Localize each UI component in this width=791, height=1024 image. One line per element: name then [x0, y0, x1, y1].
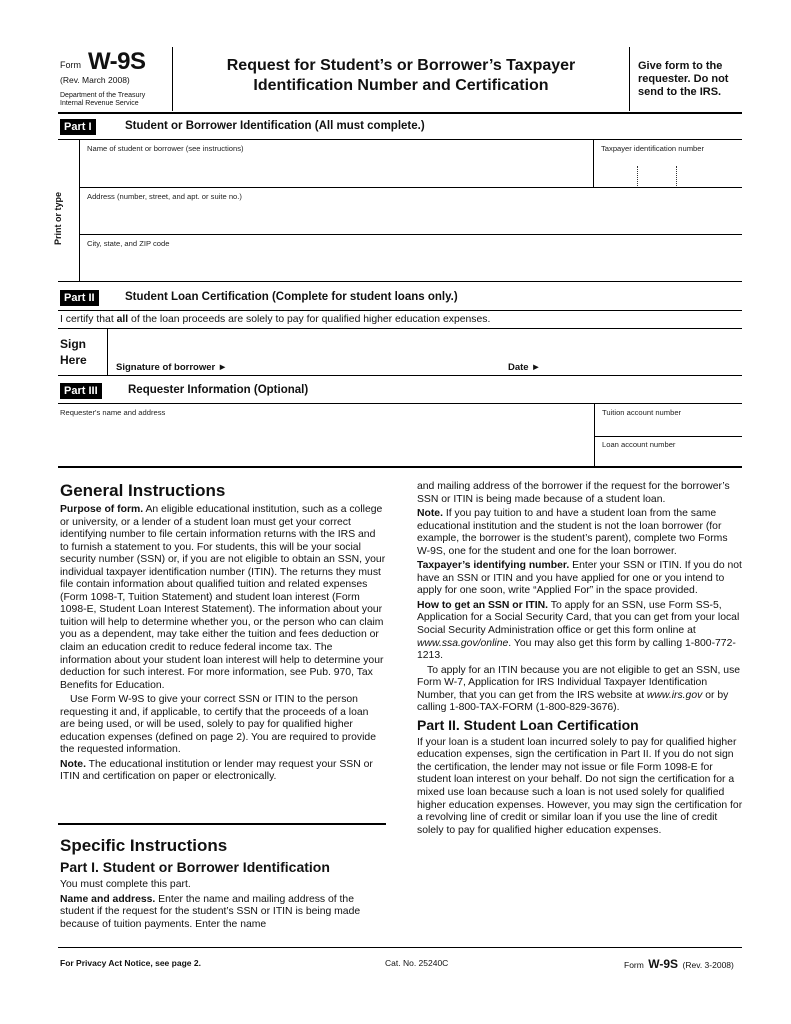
itin-text1: To apply for an ITIN because you are not eligible to get an SSN, use Form W-7, Application for IRS Individual Taxpayer Identification Number, that you can get from the IRS website at: [417, 664, 741, 701]
footer-revision: (Rev. 3-2008): [682, 960, 734, 970]
give-form-note: [638, 60, 728, 99]
part2-instructions-text: If your loan is a student loan incurred solely to pay for qualified higher education expenses, sign the certification in Part II. If you do not sign the certification, the lender may not issue or file Form 1098-E for student loan interest on your behalf. Do not sign the certification for a mixed use loan because such a loan is not used solely for qualified higher education expenses. However, you may sign the certification for a revolving line of credit or similar loan if you use the line of credit solely to pay for qualified higher education expenses.: [417, 736, 743, 836]
ssa-url: www.ssa.gov/online: [417, 637, 509, 649]
requester-field[interactable]: [59, 404, 593, 466]
name-field[interactable]: [80, 140, 592, 187]
note-head: Note.: [60, 758, 86, 770]
part3-rule-bottom: [58, 466, 742, 468]
form-title: [173, 56, 629, 96]
name-address-paragraph: [60, 894, 386, 932]
print-or-type-text: Print or type: [53, 191, 63, 245]
header-rule: [58, 112, 742, 114]
loan-label: Loan account number: [602, 440, 676, 449]
purpose-head: Purpose of form.: [60, 504, 144, 515]
use-paragraph: Use Form W-9S to give your correct SSN or ITIN to the person requesting it and, if applicable, to certify that the proceeds of a loan are being used, or will be used, solely to pay for qualified higher education expenses (defined on page 2). You are required to provide the requested information.: [60, 694, 376, 756]
part2-badge: Part II: [60, 290, 99, 306]
tin-separator-2: [676, 166, 677, 186]
tin-field[interactable]: [594, 155, 742, 187]
tin-paragraph: [417, 560, 743, 598]
sign-here-label: [60, 336, 87, 368]
itin-text2: or by calling 1-800-TAX-FORM (1-800-829-3676).: [417, 689, 729, 714]
right-note-paragraph: [417, 508, 743, 558]
ssn-text2: . You may also get this form by calling 1-800-772-1213.: [417, 637, 736, 662]
name-label: Name of student or borrower (see instructions): [87, 144, 244, 153]
part1-instructions-heading: Part I. Student or Borrower Identification: [60, 859, 330, 875]
part1-rule-bottom: [58, 281, 742, 282]
certify-pre: I certify that: [60, 314, 117, 325]
general-instructions-heading: General Instructions: [60, 481, 226, 500]
right-note-head: Note.: [417, 508, 443, 520]
form-number: W-9S: [88, 48, 146, 75]
tuition-field[interactable]: [595, 419, 742, 435]
city-label: City, state, and ZIP code: [87, 239, 170, 248]
purpose-text: An eligible educational institution, such as a college or university, or a lender of a student loan must get your correct identifying number to file certain information returns with the IRS and to furnish a statement to you. For students, this will be your social security number (SSN) or, if you are not eligible to obtain an SSN, your individual taxpayer identification number (ITIN). The returns they must file contain information about qualified tuition and related expenses (Form 1098-T, Tuition Statement) and student loan interest (Form 1098-E, Student Loan Interest Statement). The information about your tuition will help to determine whether you, or the person who can claim you as a dependent, may take either the tuition and fees deduction or claim an education credit to reduce federal income tax. The information about your student loan interest will help to determine your deduction for such interest. For more information, see Pub. 970, Tax Benefits for Education.: [60, 504, 386, 691]
tuition-rule: [594, 436, 742, 437]
tin-separator-1: [637, 166, 638, 186]
part2-title: Student Loan Certification (Complete for student loans only.): [125, 291, 458, 303]
give-line2: requester. Do not: [638, 73, 729, 85]
loan-field[interactable]: [595, 450, 742, 465]
part1-badge: Part I: [60, 119, 96, 135]
dept-line2: Internal Revenue Service: [60, 100, 139, 107]
give-line3: send to the IRS.: [638, 86, 722, 98]
tin-label: Taxpayer identification number: [601, 144, 704, 153]
date-label: Date ►: [508, 362, 541, 373]
dept-line1: Department of the Treasury: [60, 92, 146, 99]
part2-rule-bottom: [58, 375, 742, 376]
footer-form-word: Form: [624, 960, 644, 970]
note-paragraph: [60, 759, 386, 784]
print-or-type-label: [53, 192, 63, 245]
requester-label: Requester's name and address: [60, 408, 166, 417]
part1-title: Student or Borrower Identification (All must complete.): [125, 120, 425, 132]
certification-text: [60, 314, 490, 325]
city-field[interactable]: [80, 235, 742, 281]
left-column-specific: [60, 836, 386, 933]
tuition-label: Tuition account number: [602, 408, 682, 417]
must-complete-text: You must complete this part.: [60, 879, 191, 890]
name-address-text: Enter the name and mailing address of the student if the request for the student’s SSN or ITIN is being made because of tuition payments. Enter the name: [60, 893, 361, 930]
ssn-text1: To apply for an SSN, use Form SS-5, Application for a Social Security Card, that you can get from your local Social Security Administration office or get this form online at: [417, 599, 740, 637]
form-word: Form: [60, 60, 81, 70]
address-label: Address (number, street, and apt. or suite no.): [87, 192, 242, 201]
footer-form-id: [624, 955, 734, 973]
name-address-head: Name and address.: [60, 893, 156, 905]
title-line2: Identification Number and Certification: [253, 77, 549, 94]
tin-head: Taxpayer’s identifying number.: [417, 560, 570, 572]
right-note-text: If you pay tuition to and have a student loan from the same educational institution and the student is not the loan borrower (for example, the borrower is the student’s parent), complete two Forms W-9S, one for the student and one for the loan borrower.: [417, 508, 728, 557]
part3-title: Requester Information (Optional): [128, 384, 309, 396]
right-column: [417, 481, 743, 839]
certify-bold: all: [116, 314, 129, 325]
certify-rule: [58, 328, 742, 329]
part2-rule-top: [58, 310, 742, 311]
signature-field[interactable]: [108, 330, 498, 374]
revision-date: (Rev. March 2008): [60, 75, 130, 85]
left-section-rule: [58, 823, 386, 825]
date-field[interactable]: [548, 330, 742, 374]
continued-paragraph: and mailing address of the borrower if the request for the borrower’s SSN or ITIN is being made because of a student loan.: [417, 481, 730, 505]
title-line1: Request for Student’s or Borrower’s Taxpayer: [226, 57, 576, 74]
footer-rule: [58, 947, 742, 948]
catalog-number: Cat. No. 25240C: [385, 958, 449, 968]
purpose-paragraph: [60, 504, 386, 692]
irs-url: www.irs.gov: [646, 689, 703, 701]
certify-post: of the loan proceeds are solely to pay for qualified higher education expenses.: [128, 314, 491, 325]
left-column: [60, 481, 386, 786]
part3-badge: Part III: [60, 383, 102, 399]
here-word: Here: [60, 353, 87, 367]
part2-instructions-heading: Part II. Student Loan Certification: [417, 716, 639, 733]
footer-form-number: W-9S: [648, 957, 679, 971]
sign-word: Sign: [60, 337, 86, 351]
signature-label: Signature of borrower ►: [116, 362, 228, 373]
header-divider-right: [629, 47, 630, 111]
ssn-paragraph: [417, 600, 743, 663]
privacy-notice: For Privacy Act Notice, see page 2.: [60, 958, 201, 968]
form-header: [0, 0, 791, 115]
address-field[interactable]: [80, 188, 742, 234]
ssn-head: How to get an SSN or ITIN.: [417, 599, 549, 611]
tin-text: Enter your SSN or ITIN. If you do not have an SSN or ITIN and you have applied for one or you intend to apply for one soon, write “Applied For” in the space provided.: [417, 560, 742, 597]
note-text: The educational institution or lender may request your SSN or ITIN and certification on paper or electronically.: [60, 758, 373, 783]
specific-instructions-heading: Specific Instructions: [60, 836, 228, 855]
give-line1: Give form to the: [638, 60, 723, 72]
itin-paragraph: [417, 665, 743, 715]
